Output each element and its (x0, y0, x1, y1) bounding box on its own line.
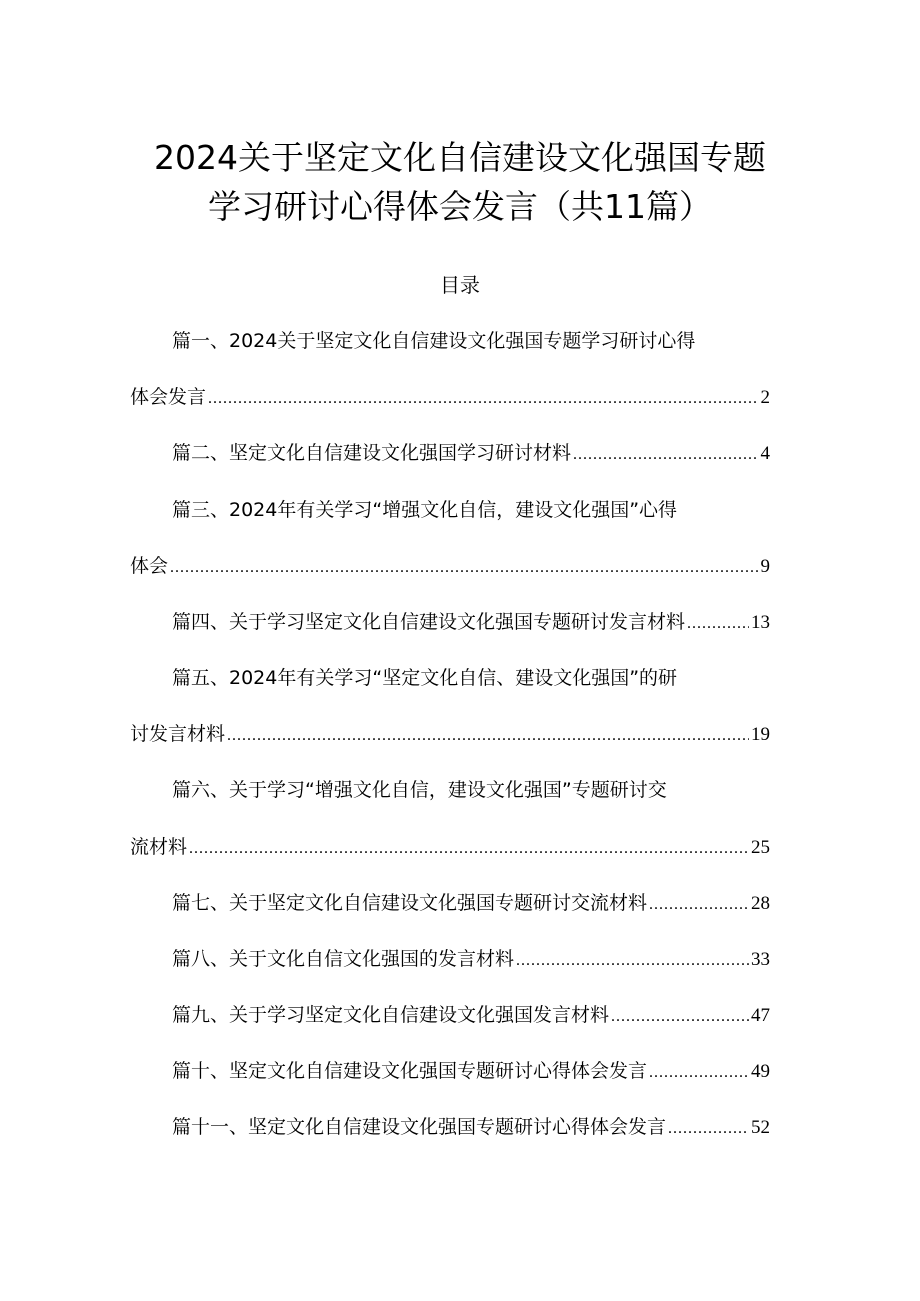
toc-entry-9-text: 篇九、关于学习坚定文化自信建设文化强国发言材料 (172, 1004, 610, 1026)
toc-entry-4-text: 篇四、关于学习坚定文化自信建设文化强国专题研讨发言材料 (172, 611, 686, 633)
toc-entry-3-line-2[interactable] (130, 551, 770, 581)
toc-leader-dots (227, 721, 749, 751)
toc-entry-1-text: 体会发言 (130, 386, 207, 408)
toc-leader-dots (649, 1058, 749, 1088)
toc-leader-dots (649, 890, 749, 920)
toc-entry-10-text: 篇十、坚定文化自信建设文化强国专题研讨心得体会发言 (172, 1060, 648, 1082)
toc-entry-2-page: 4 (760, 443, 770, 464)
toc-leader-dots (687, 609, 749, 639)
toc-entry-10[interactable] (172, 1056, 770, 1086)
toc-entry-5-page: 19 (751, 724, 770, 745)
toc-entry-2-text: 篇二、坚定文化自信建设文化强国学习研讨材料 (172, 442, 572, 464)
document-title-line-1: 2024关于坚定文化自信建设文化强国专题 (154, 138, 766, 177)
toc-entry-9-page: 47 (751, 1005, 770, 1026)
toc-entry-3-page: 9 (760, 556, 770, 577)
toc-entry-7-page: 28 (751, 893, 770, 914)
document-title-line-2: 学习研讨心得体会发言（共11篇） (208, 187, 712, 226)
toc-leader-dots (516, 946, 749, 976)
toc-entry-10-page: 49 (751, 1061, 770, 1082)
toc-entry-7[interactable] (172, 888, 770, 918)
toc-entry-4-page: 13 (751, 612, 770, 633)
toc-entry-8[interactable] (172, 944, 770, 974)
toc-entry-7-text: 篇七、关于坚定文化自信建设文化强国专题研讨交流材料 (172, 892, 648, 914)
toc-entry-1-line-1[interactable]: 篇一、2024关于坚定文化自信建设文化强国专题学习研讨心得 (172, 330, 696, 352)
toc-entry-2[interactable] (172, 438, 770, 468)
toc-entry-11-text: 篇十一、坚定文化自信建设文化强国专题研讨心得体会发言 (172, 1116, 667, 1138)
toc-leader-dots (668, 1114, 749, 1144)
toc-entry-8-text: 篇八、关于文化自信文化强国的发言材料 (172, 948, 515, 970)
toc-entry-11[interactable] (172, 1112, 770, 1142)
toc-entry-1-page: 2 (760, 387, 770, 408)
toc-entry-3-text: 体会 (130, 555, 169, 577)
toc-leader-dots (208, 384, 758, 414)
toc-entry-5-line-2[interactable] (130, 719, 770, 749)
toc-leader-dots (170, 553, 758, 583)
toc-entry-8-page: 33 (751, 949, 770, 970)
toc-entry-5-line-1[interactable]: 篇五、2024年有关学习“坚定文化自信、建设文化强国”的研 (172, 667, 678, 689)
toc-entry-11-page: 52 (751, 1117, 770, 1138)
toc-heading: 目录 (440, 273, 480, 297)
toc-leader-dots (573, 440, 758, 470)
toc-entry-9[interactable] (172, 1000, 770, 1030)
toc-entry-1-line-2[interactable] (130, 382, 770, 412)
toc-leader-dots (611, 1002, 749, 1032)
toc-entry-6-page: 25 (751, 837, 770, 858)
toc-entry-6-line-2[interactable] (130, 832, 770, 862)
toc-entry-4[interactable] (172, 607, 770, 637)
toc-leader-dots (189, 834, 749, 864)
toc-entry-6-line-1[interactable]: 篇六、关于学习“增强文化自信，建设文化强国”专题研讨交 (172, 779, 667, 801)
toc-entry-3-line-1[interactable]: 篇三、2024年有关学习“增强文化自信，建设文化强国”心得 (172, 499, 678, 521)
toc-entry-6-text: 流材料 (130, 836, 188, 858)
toc-entry-5-text: 讨发言材料 (130, 723, 226, 745)
